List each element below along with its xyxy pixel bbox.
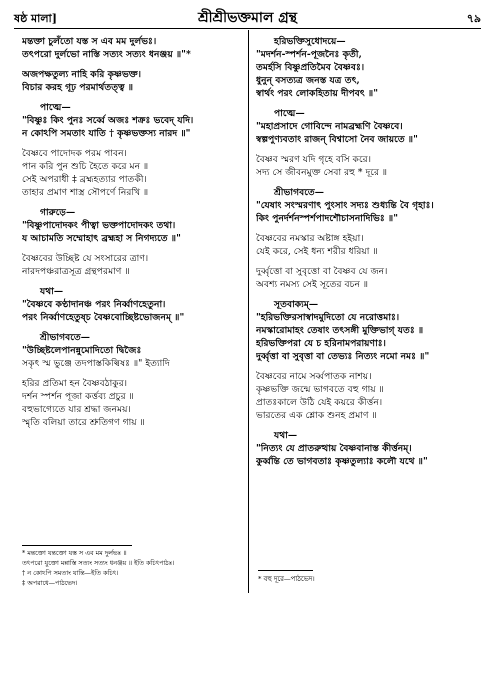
verse-line: দুর্ব্বৃত্তা বা সুবৃত্তা বা তেভ্যঃ নিত্যং নমো নমঃ ॥" — [256, 351, 430, 362]
verse-line: প্রাতঃকালে উঠি যেই কয়রে কীর্ত্তন। — [256, 397, 383, 408]
verse-line: কৃষ্ণভক্তি জন্মে ভাগবতে বহু গায় ॥ — [256, 384, 384, 395]
verse-line: "মদর্শন-স্পর্শন-পূজনৈঃ কৃতী, — [256, 49, 362, 60]
verse-line: দর্শন স্পর্শন পূজা কর্ত্তব্য প্রচুর ॥ — [22, 391, 134, 402]
verse-line: "হরিভক্তিরসাস্বাদমুদিতো যে নরোত্তমাঃ। — [256, 312, 400, 323]
footnote-rule — [22, 545, 132, 546]
chapter-label: ষষ্ঠ মালা] — [14, 12, 57, 25]
verse-line: হরির প্রতিমা হন বৈষ্ণবঠাকুর। — [22, 378, 128, 389]
section-heading: শ্রীভাগবতে— — [40, 332, 90, 343]
spacer — [22, 278, 244, 285]
verse-line: পরং নির্ব্বাণহেতুষ্চ বৈষ্ণবোচ্ছিষ্টভোজনম্ ॥" — [22, 312, 185, 323]
verse-line: হরিভক্তিপরা যে চ হরিনামপরায়ণাঃ। — [256, 338, 386, 349]
verse-line: ভারতের এক শ্লোক শুনহ প্রমাণ ॥ — [256, 410, 377, 421]
footnote-line: তৎপরো যুক্তো মন্নাস্তি সত্যং সত্যং ধনঞ্জয় ॥ ইতি কচিৎপাঠঃ। — [22, 559, 175, 567]
verse-line: "মহাপ্রসাদে গোবিন্দে নামব্রহ্মণি বৈষ্ণবে। — [256, 121, 403, 132]
verse-line: "বিষ্ণুঃ কিং পুনঃ সর্ব্বে অজঃ শক্রঃ ভবেদ্ যদি। — [22, 115, 194, 126]
verse-line: বৈষ্ণবের উচ্ছিষ্ট যে সংসারের ত্রাণ। — [22, 253, 149, 264]
verse-line: সকৃৎ স্ম ভুঞ্জে তদপাস্তকিল্বিষঃ ॥" ইত্যাদি — [22, 358, 170, 369]
verse-line: তৎপরো দুর্লভো নাস্তি সত্যং সত্যং ধনঞ্জয় ॥"* — [22, 49, 191, 60]
spacer — [256, 225, 481, 232]
footnote-right: * বহু দূরে—পাঠভেদ। — [258, 575, 315, 583]
verse-line: বৈষ্ণবে পাদোদক পরম পাবন। — [22, 148, 127, 159]
page-header — [14, 6, 481, 28]
spacer — [22, 94, 244, 101]
footnote-rule-right — [258, 570, 313, 571]
verse-line: স্মৃতি বলিয়া তারে শ্রুতিগণ গায় ॥ — [22, 417, 145, 428]
spacer — [256, 146, 481, 153]
verse-line: বৈষ্ণব স্মরণ যদি গৃহে বসি করে। — [256, 154, 372, 165]
verse-line: য আচামতি সম্মোহাৎ ব্রহ্মহা স নিগদ্যতে ॥" — [22, 233, 181, 244]
verse-line: অবশ্য নমস্য সেই সূতের বচন ॥ — [256, 279, 369, 290]
page-number: ৭৯ — [466, 12, 481, 25]
verse-line: স্বার্থং পরং লোকহিতায় দীপবৎ ॥" — [256, 88, 378, 99]
verse-line: পান করি পুন শুচি হৈতে করে মন ॥ — [22, 161, 149, 172]
verse-line: স্বল্পপুণ্যবতাং রাজন্ বিশ্বাসো নৈব জায়তে ॥" — [256, 134, 418, 145]
header-rule — [14, 28, 481, 29]
section-heading: যথা— — [40, 286, 64, 297]
footnote-line: † ন কোঽপি সমতাং যান্তি—ইতি কচিৎ। — [22, 569, 119, 577]
column-divider — [248, 30, 249, 593]
verse-line: "বৈষ্ণবে কণ্ঠাদানঞ্চ পরং নির্ব্বাণহেতুনা। — [22, 299, 166, 310]
verse-line: অজপক্ষতুল্য নাহি করি কৃষ্ণভক্ত। — [22, 69, 142, 80]
spacer — [22, 140, 244, 147]
verse-line: বিচার করহ গূঢ় পরমার্থতত্ত্ব ॥ — [22, 82, 134, 93]
spacer — [22, 370, 244, 377]
section-heading: যথা— — [274, 430, 298, 441]
footnote-line: ‡ অপরাধে—পাঠভেদ। — [22, 579, 78, 587]
verse-line: ধুনুন্ বসত্যত্র জনস্ত যত্র তৎ, — [256, 75, 360, 86]
spacer — [256, 100, 481, 107]
verse-line: মন্তক্তা চুলঁতো যস্ত স এব মম দুর্লভঃ। — [22, 36, 157, 47]
verse-line: বহুভাগ্যেতে যার শ্রদ্ধা জনময়। — [22, 404, 131, 415]
footnote-line: * মন্তক্তো যন্তক্তো যস্ত স এব মম দুর্লভঃ ॥ — [22, 549, 127, 557]
section-heading: পাত্মে— — [40, 102, 71, 113]
section-heading: গারুড়ে— — [40, 207, 76, 218]
section-heading: পাত্মে— — [274, 108, 305, 119]
verse-line: নারদপঞ্চরাত্রসূত্র গ্রন্থপরমাণ ॥ — [22, 266, 130, 277]
footnotes-left — [22, 548, 244, 588]
section-heading: শ্রীভাগবতে— — [274, 187, 324, 198]
spacer — [256, 291, 481, 298]
spacer — [22, 245, 244, 252]
verse-line: তমর্হসি বিষ্ণুপ্রতিমৈব বৈষ্ণবঃ। — [256, 62, 365, 73]
verse-line: যেই করে, সেই ধন্য শরীর ধরিয়া ॥ — [256, 246, 378, 257]
verse-line: সেই অপরাধী ‡ ব্রহ্মহত্যার পাতকী। — [22, 174, 147, 185]
verse-line: সদ্য সে জীবনমুক্ত সেবা রহু * দূরে ॥ — [256, 167, 388, 178]
verse-line: "নিত্যং যে প্রাতরুত্থায় বৈষ্ণবানাস্ত কীর্ত্তনম্। — [256, 443, 412, 454]
section-heading: হরিভক্তিসুধোদয়ে— — [274, 36, 346, 47]
spacer — [22, 324, 244, 331]
verse-line: বৈষ্ণবের নমস্কার অষ্টাঙ্গ হইয়া। — [256, 233, 364, 244]
verse-line: নমস্কারোমাহং তেষাং তৎসঙ্গী মুক্তিভাগ্ যতঃ ॥ — [256, 325, 424, 336]
verse-line: বৈষ্ণবের নামে সর্ব্বপাতক নাশয়। — [256, 371, 372, 382]
left-column — [22, 35, 244, 429]
verse-line: কিং পুনর্দর্শনস্পর্শপাদশৌচাসনাদিভিঃ ॥" — [256, 213, 398, 224]
spacer — [256, 179, 481, 186]
verse-line: দুর্ব্বৃত্তো বা সুবৃত্তো বা বৈষ্ণব যে জন। — [256, 266, 388, 277]
spacer — [256, 258, 481, 265]
spacer — [256, 363, 481, 370]
book-title: শ্রীশ্রীভক্তমাল গ্রন্থ — [197, 10, 298, 26]
verse-line: "বিষ্ণুপাদোদকং পীত্বা ভক্তপাদোদকং তথা। — [22, 220, 176, 231]
section-heading: সূতবাক্যম্— — [274, 299, 319, 310]
verse-line: "উচ্ছিষ্টলেপানন্নুমোদিতো দ্বিজৈঃ — [22, 345, 142, 356]
spacer — [22, 61, 244, 68]
verse-line: কুর্ব্বন্তি তে ভাগবতাঃ কৃষ্ণতুল্যাঃ কলৌ যথে ॥" — [256, 456, 428, 467]
verse-line: তাহার প্রমাণ শাস্ত্র সৌপর্ণে নিরখি ॥ — [22, 187, 149, 198]
right-column — [256, 35, 481, 468]
spacer — [256, 422, 481, 429]
verse-line: ন কোঽপি সমতাং যাতি † কৃষ্ণভক্তস্য নারদ ॥" — [22, 128, 191, 139]
verse-line: "যেষাং সংস্মরণাৎ পুংসাং সদ্যঃ শুধ্যন্তি বৈ গৃহাঃ। — [256, 200, 434, 211]
spacer — [22, 199, 244, 206]
